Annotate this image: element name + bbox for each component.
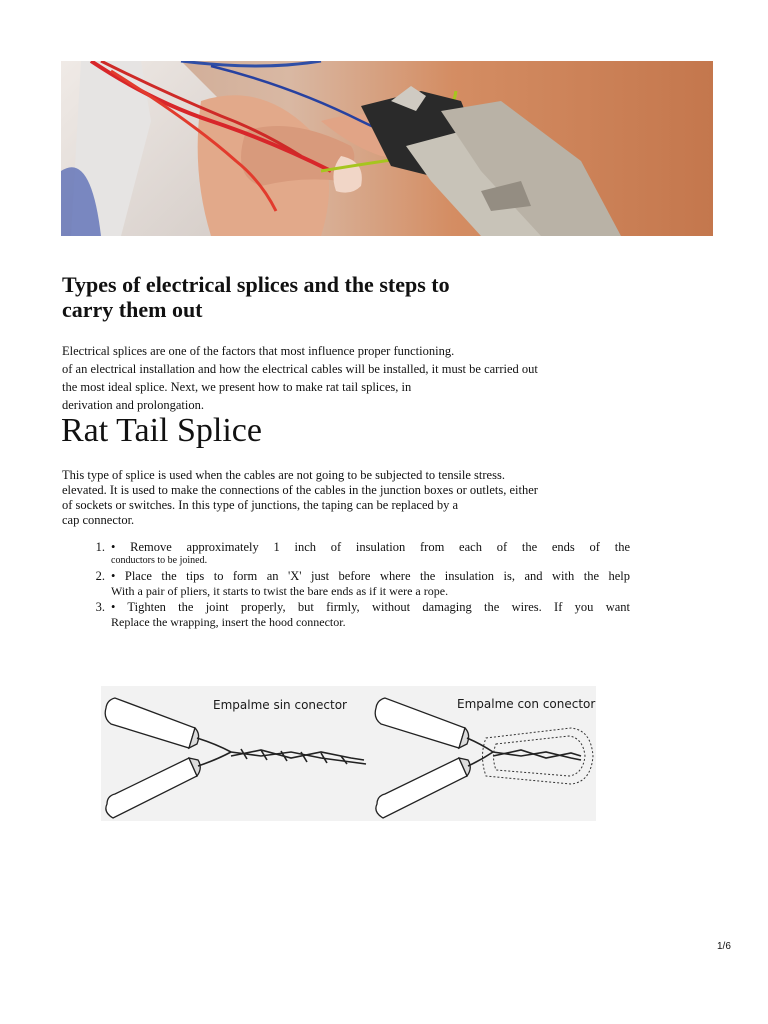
intro-line: of an electrical installation and how the electrical cables will be installed, it must be carried out: [62, 362, 538, 376]
description-line: of sockets or switches. In this type of junctions, the taping can be replaced by a: [62, 498, 459, 512]
intro-paragraph: [62, 342, 582, 414]
right-caption: Empalme con conector: [457, 697, 596, 711]
description-line: This type of splice is used when the cables are not going to be subjected to tensile stress.: [62, 468, 505, 482]
step-continuation: Replace the wrapping, insert the hood connector.: [111, 615, 346, 629]
step-number: 3.: [95, 600, 105, 614]
step-continuation: conductors to be joined.: [111, 555, 208, 566]
step-number: 2.: [95, 569, 105, 583]
step-number: 1.: [95, 540, 105, 554]
step-text: • Remove approximately 1 inch of insulation from each of the ends of the: [111, 540, 630, 554]
steps-list: [85, 540, 630, 631]
intro-line: derivation and prolongation.: [62, 398, 204, 412]
wire-stripping-photo: [61, 61, 713, 236]
hero-photo: [61, 61, 713, 236]
step-item: [85, 600, 630, 629]
splice-diagram: [101, 686, 596, 821]
step-continuation: With a pair of pliers, it starts to twist the bare ends as if it were a rope.: [111, 584, 449, 598]
step-text: • Place the tips to form an 'X' just before where the insulation is, and with the help: [111, 569, 630, 583]
step-item: [85, 569, 630, 598]
description-line: cap connector.: [62, 513, 135, 527]
description-line: elevated. It is used to make the connections of the cables in the junction boxes or outlets, either: [62, 483, 538, 497]
section-heading: Rat Tail Splice: [61, 412, 262, 449]
description-paragraph: [62, 468, 582, 528]
intro-line: the most ideal splice. Next, we present how to make rat tail splices, in: [62, 380, 412, 394]
page-number: 1/6: [717, 941, 731, 952]
step-item: [85, 540, 630, 567]
page-title: Types of electrical splices and the steps to carry them out: [62, 272, 450, 322]
step-text: • Tighten the joint properly, but firmly, without damaging the wires. If you want: [111, 600, 630, 614]
left-caption: Empalme sin conector: [213, 698, 347, 712]
intro-line: Electrical splices are one of the factors that most influence proper functioning.: [62, 344, 455, 358]
